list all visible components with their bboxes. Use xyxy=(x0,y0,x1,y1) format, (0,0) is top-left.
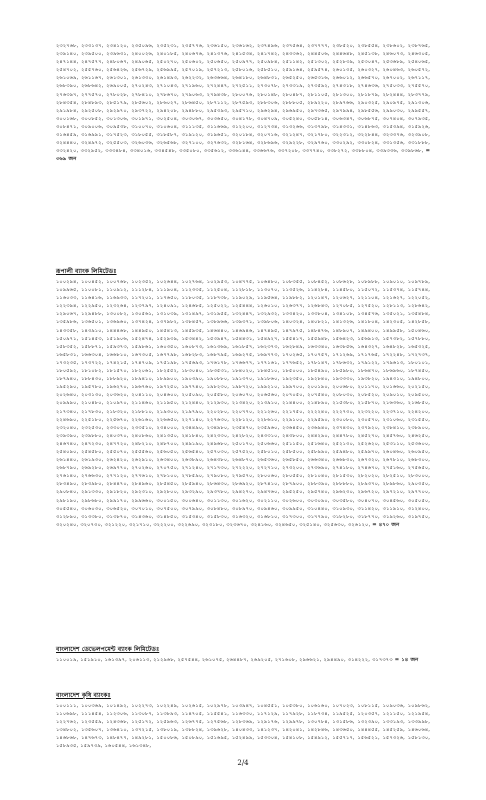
total-count: = ৪৭০ জন xyxy=(372,521,400,528)
total-count: = ১৪ জন xyxy=(394,657,419,663)
section-heading: বাংলাদেশ কৃষি ব্যাংকঃ xyxy=(56,692,111,699)
page-number: 2/4 xyxy=(237,759,249,767)
section-bangladesh-development-bank xyxy=(56,645,430,682)
candidate-number-list xyxy=(56,42,430,258)
roll-numbers: ২৩২৭৬৮, ২৩৩১৩৭, ২৩৪১২০, ২৩৫০৯৬, ২৩৫২৩১, ২৩৫৭৭৬, ২৩৬১৫০, ২৩৬১৬২, ২৩৭৪৯৬, ২৩৭৫৬৪, ২৩৭৭৭৭, ২৩৮৫২০, ২৩৮৫৫৪, ২৩৮৬০২, ২৩৮৭৬৫, ২৩৯১৪০, ২৩৯৫০০, ২৩৯৬৩১, ২৪০০২৬, ২৪০১৮৫, ২৪০৬৭৬, ২৪১৩৭৬, ২৪১৫৩৪, ২৪১৭৪২, ২৪৩৩৬২, ২৪৪৫০৬, ২৪৪৬৪৮, ২৪৫১৩৮, ২৪৬০৭৩, ২৪৬৩০৫, ২৪৭১৪৪, ২৪৭৫৭৭, ২৪৮০৬৭, ২৪৯০৬৫, ২৫০২৭০, ২৫০৬০২, ২৫০৬৫০, ২৫০৯৭৭, ২৫০৯৮৪, ২৫১১৪২, ২৫১৩০২, ২৫২৮৩৯, ২৫৩০৪৭, ২৫৩৬৮৯, ২৫৪০৬৫, ২৫৪৭০২, ২৫৫৭৬০, ২৫৬৪২৬, ২৫৬৭২৯, ২৫৬৯৯৫, ২৫৭০১৯, ২৫৭২১৩, ২৫৮০১৬, ২৫৮৫১০, ২৫৯১৬৪, ২৫৯৫৭৪, ২৬০১৩৫, ২৬০৩২৭, ২৬০৪৬৩, ২৬০৫৭২, ২৬১০৬৯, ২৬১১৬৭, ২৬১৩০১, ২৬১৩৩০, ২৬১৪৯৩, ২৬২২৩২, ২৬৩৬৬৪, ২৬৪১৮০, ২৬৪৮৩১, ২৬৫২৫০, ২৬৫৩১৬, ২৬৬০১২, ২৬৬৫৭০, ২৬৭০০২, ২৬৭১১৭, ২৬৮৩৯০, ২৬৮৬৪২, ২৬৯০০৫, ২৭০২৪৩, ২৭১০৪৩, ২৭১৯৬০, ২৭২৪৪৭, ২৭২৫১১, ২৭৩০৭৮, ২৭৩৩১৯, ২৭৩৫৯২, ২৭৪৩১৮, ২৭৪৬৩৬, ২৭৫০৩৩, ২৭৫৫৭০, ২৭৬৩৯৭, ২৭৭৫৭০, ২৭৮০২৮, ২৭৮৪১০, ২৭৮৬৭০, ২৭৯০৬৩, ২৭৯৪৩৮, ২৮০০৭৬, ২৮০১৪৮, ২৮০৪৮৭, ২৮১১০৫, ২৮১৩০০, ২৮১৮৭৯, ২৮২৪৪৪, ২৮৩৭৭৯, ২৮৪৩৫৪, ২৮৪৮৯৩, ২৮৫১৭৯, ২৮৫৬০২, ২৮৬০২৭, ২৮৬৪৫০, ২৮৭১১২, ২৮৭৫৯৩, ২৮৮৩০৬, ২৮৮৮০৫, ২৮৯২২০, ২৮৯৭৬৬, ২৯০৩২৫, ২৯০৯৭৫, ২৯১৩০৬, ২৯১৯৮৪, ২৯২৫০৮, ২৯২৯৭০, ২৯৩৭২২, ২৯৪২০৮, ২৯৪৮৮০, ২৯৫৩৯৩, ২৯৫৭১০, ২৯৬২৯৪, ২৯৬৯৫০, ২৯৭৩৬৫, ২৯৭৯৯৪, ২৯৮৫৫৬, ২৯৯০৩০, ২৯৯৫৫৭, ৩০০১৬৮, ৩০০৮৫২, ৩০১৩০৬, ৩০১৯৭১, ৩০২৫০৪, ৩০৩০৬৭, ৩০৩৬৫০, ৩০৪১৭৮, ৩০৪৭০৯, ৩০৫২৪০, ৩০৫৮১৪, ৩০৬৩৪৭, ৩০৬৮৭৫, ৩০৭৪০৪, ৩০৭৯৩৫, ৩০৮৪৭১, ৩০৯০০৬, ৩০৯৫৩৮, ৩১০০৭০, ৩১০৬০৪, ৩১১১৩৫, ৩১১৬৬৯, ৩১২২০০, ৩১২৭৩৪, ৩১৩২৬৬, ৩১৩৭৯৮, ৩১৪৩৩১, ৩১৪৮৬৩, ৩১৫৩৯৪, ৩১৫৯২৬, ৩১৬৪৫৯, ৩১৬৯৯১, ৩১৭৫২৩, ৩১৮০৫৫, ৩১৮৫৮৭, ৩১৯১২০, ৩১৯৬৫১, ৩২০১৮৪, ৩২০৭১৬, ৩২১২৪৭, ৩২১৭৮০, ৩২২৩১২, ৩২২৮৪৪, ৩২৩৩৭৬, ৩২৩৯০৮, ৩২৪৪৪০, ৩২৪৯৭২, ৩২৫৫০৩, ৩২৬০৩৬, ৩২৬৫৬৮, ৩২৭১০০, ৩২৭৬৩২, ৩২৮১৬৪, ৩২৮৬৯৬, ৩২৯২২৮, ৩২৯৭৬০, ৩৩০২৯২, ৩৩০৮২৪, ৩৩১৩৫৬, ৩৩১৮৮৮, ৩৩২৪২০, ৩৩২৯৫২, ৩৩৩৪৮৪, ৩৩৪০১৬, ৩৩৪৫৪৮, ৩৩৫০৮০, ৩৩৫৬১২, ৩৩৬১৪৪, ৩৩৬৬৭৬, ৩৩৭২০৮, ৩৩৭৭৪০, ৩৩৮২৭২, ৩৩৮৮০৪, ৩৩৯৩৩৬, ৩৩৯৮৬৮, xyxy=(56,43,430,155)
total-count: = ৩৬৯ জন xyxy=(56,148,430,163)
section-heading: রূপালী ব্যাংক লিমিটেডঃ xyxy=(56,268,117,275)
candidate-number-list xyxy=(56,656,430,682)
roll-numbers: ১০০২৯৪, ১০০৪৫২, ১০০৭৬৮, ১০২৩৫২, ১০২৬৪৪, ১০২৭৬৪, ১০২৯৫৩, ১০৪৭৭৫, ১০৬৪৮০, ১০৮৩৫৫, ১০৮৪৫২, ১০৮৬২৮, ১০৮৯৮৮, ১০৯০১০, ১০৯৭৮৯, ১০৯৯৬৫, ১১০০৮১, ১১০৯১২, ১১১২৮৪, ১১১৯০৪, ১১২৩৩৫, ১১২৫০৪, ১১২৮১৮, ১১৩০৭০, ১১৩৫২৬, ১১৪২৮৪, ১১৪৫৮০, ১১৫০৭২, ১১৫৩৭৪, ১১৫৭৪৪, ১১৬০৩৩, ১১৬৪১৬, ১১৬৯৩৩, ১১৭২০১, ১১৭৬৫০, ১১৮০৩৫, ১১৮৭৩৮, ১১৯০২৯, ১১৯৫৬৪, ১১৯৮৮২, ১২০১৪৭, ১২০৬২৭, ১২১১০৪, ১২১৬২৭, ১২২০৫২, ১২২৩৯৪, ১২২৯৫০, ১২৩২৬৪, ১২৩৭৯৭, ১২৪০৯১, ১২৪৬৮৫, ১২৫০২২, ১২৫৪৪৪, ১২৬০১০, ১২৬৩৭৭, ১২৬৮৪৩, ১২৭০৮৫, ১২৭৫২০, ১২৮১১৩, ১২৮৬৪২, ১২৯০৬৭, ১২৯৪৮৮, ১৩০০৮২, ১৩০৫৬১, ১৩১০৩৯, ১৩১৪৯৭, ১৩১৯৫৫, ১৩২৪৪৭, ১৩২৯৩২, ১৩৩৪২০, ১৩৩৮০৪, ১৩৪১০৮, ১৩৪৫৭৬, ১৩৫০২১, ১৩৫৪৮৪, ১৩৫৯৮৬, ১৩৬৫০১, ১৩৬৯৬০, ১৩৭৪২৪, ১৩৭৯৮২, ১৩৮৪৫৭, ১৩৮৯৬৬, ১৩৯৩৭১, ১৩৯৮০৬, ১৪০৩২৪, ১৪০৮২১, ১৪১৩২৬, ১৪১৮০৪, ১৪২৩০৫, ১৪২৮৫৮, ১৪৩৩৫৮, ১৪৩৯১০, ১৪৪৪৬৮, ১৪৪৯৫০, ১৪৫৪১৩, ১৪৫৯৩৫, ১৪৬৪৪০, ১৪৬৯৪৬, ১৪৭৪৯৫, ১৪৭৯৭৫, ১৪৮৪৭৬, ১৪৮৯০৭, ১৪৯৪০০, ১৪৯৯৫৮, ১৫০৪৬০, ১৫০৯৭১, ১৫১৪৫৩, ১৫১৯০৬, ১৫২৪৭৪, ১৫২৯৩৯, ১৫৩৪৪২, ১৫৩৯৪৭, ১৫৪৪৩১, ১৫৪৯২৭, ১৫৫৪১৭, ১৫৫৯৪৮, ১৫৬৪২৩, ১৫৬৯১৩, ১৫৭৩৮২, ১৫৭৮৮০, ১৫৮৩৫২, ১৫৮৮৭১, ১৫৯৩৭৩, ১৫৯৮৬১, ১৬০৩৫০, ১৬০৮৭৩, ১৬১৩৬৯, ১৬১৮৫৭, ১৬২৩৭৩, ১৬২৮৪৯, ১৬৩৩৪০, ১৬৩৮৫৬, ১৬৪৩২৭, ১৬৪৮২৮, ১৬৫৩২৫, ১৬৫৮৩১, ১৬৬৩০৪, ১৬৬৮১০, ১৬৭৩০৫, ১৬৭৭৯৮, ১৬৮২৮৩, ১৬৮৭৯৫, ১৬৯২৭৫, ১৬৯৭৭৩, ১৭০২৬৫, ১৭০৭৫৭, ১৭১২৬৯, ১৭১৭৬৫, ১৭২২৪৮, ১৭২৭৩৭, ১৭৩২৩৫, ১৭৩৭২২, ১৭৪২১৫, ১৭৪৭০৯, ১৭৫১৯৮, ১৭৫৬৯৩, ১৭৬১৭৮, ১৭৬৬৭৭, ১৭৭১৬১, ১৭৭৬৫২, ১৭৮১৪৭, ১৭৮৬৩২, ১৭৯১২২, ১৭৯৬১৩, ১৮০১০১, ১৮০৫৯২, ১৮১০৮২, ১৮১৫৭০, ১৮২০৬১, ১৮২৫৫২, ১৮৩০৪০, ১৮৩৫৩১, ১৮৪০২০, ১৮৪৫১০, ১৮৫০০০, ১৮৫৪৯০, ১৮৫৯৮০, ১৮৬৪৭০, ১৮৬৯৬০, ১৮৭৪৫০, ১৮৭৯৪০, ১৮৮৪৩০, ১৮৮৯২০, ১৮৯৪১০, ১৮৯৯০০, ১৯০৩৯০, ১৯০৮৮০, ১৯১৩৭০, ১৯১৮৬০, ১৯২৩৫০, ১৯২৮৪০, ১৯৩৩৩০, ১৯৩৮২০, ১৯৪৩১০, ১৯৪৮০০, ১৯৫২৯০, ১৯৫৭৮০, ১৯৬২৭০, ১৯৬৭৬০, ১৯৭২৫০, ১৯৭৭৪০, ১৯৮২৩০, ১৯৮৭২০, ১৯৯২১০, ১৯৯৭০০, ২০০১৯০, ২০০৬৮০, ২০১১৭০, ২০১৬৬০, ২০২১৫০, ২০২৬৪০, ২০৩১৩০, ২০৩৬২০, ২০৪১১০, ২০৪৬০০, ২০৫০৯০, ২০৫৫৮০, ২০৬০৭০, ২০৬৫৬০, ২০৭০৫০, ২০৭৫৪০, ২০৮০৩০, ২০৮৫২০, ২০৯০১০, ২০৯৫০০, ২০৯৯৯০, ২১০৪৮০, ২১০৯৭০, ২১১৪৬০, ২১১৯৫০, ২১২৪৪০, ২১২৯৩০, ২১৩৪২০, ২১৩৯১০, ২১৪৪০০, ২১৪৮৯০, ২১৫৩৮০, ২১৫৮৭০, ২১৬৩৬০, ২১৬৮৫০, ২১৭৩৪০, ২১৭৮৩০, ২১৮৩২০, ২১৮৮১০, ২১৯৩০০, ২১৯৭৯০, ২২০২৮০, ২২০৭৭০, ২২১২৬০, ২২১৭৫০, ২২২২৪০, ২২২৭৩০, ২২৩২২০, ২২৩৭১০, ২২৪২০০, ২২৪৬৯০, ২২৫১৮০, ২২৫৬৭০, ২২৬১৬০, ২২৬৬৫০, ২২৭১৪০, ২২৭৬৩০, ২২৮১২০, ২২৮৬১০, ২২৯১০০, ২২৯৫৯০, ২৩০০৮০, ২৩০৫৭০, ২৩১০৬০, ২৩১৫৫০, ২৩২০৪০, ২৩২৫৩০, ২৩৩০২০, ২৩৩৫১০, ২৩৪০০০, ২৩৪৪৯০, ২৩৪৯৮০, ২৩৫৪৭০, ২৩৫৯৬০, ২৩৬৪৫০, ২৩৬৯৪০, ২৩৭৪৩০, ২৩৭৯২০, ২৩৮৪১০, ২৩৮৯০০, ২৩৯৩৯০, ২৩৯৮৮০, ২৪০৩৭০, ২৪০৮৬০, ২৪১৩৫০, ২৪১৮৪০, ২৪২৩৩০, ২৪২৮২০, ২৪৩৩১০, ২৪৩৮০০, ২৪৪২৯০, ২৪৪৭৮০, ২৪৫২৭০, ২৪৫৭৬০, ২৪৬২৫০, ২৪৬৭৪০, ২৪৭২৩০, ২৪৭৭২০, ২৪৮২১০, ২৪৮৭০০, ২৪৯১৯০, ২৪৯৬৮০, ২৫০১৭০, ২৫০৬৬০, ২৫১১৫০, ২৫১৬৪০, ২৫২১৩০, ২৫২৬২০, ২৫৩১১০, ২৫৩৬০০, ২৫৪০৯০, ২৫৪৫৮০, ২৫৫০৭০, ২৫৫৫৬০, ২৫৬০৫০, ২৫৬৫৪০, ২৫৭০৩০, ২৫৭৫২০, ২৫৮০১০, ২৫৮৫০০, ২৫৮৯৯০, ২৫৯৪৮০, ২৫৯৯৭০, ২৬০৪৬০, ২৬০৯৫০, ২৬১৪৪০, ২৬১৯৩০, ২৬২৪২০, ২৬২৯১০, ২৬৩৪০০, ২৬৩৮৯০, ২৬৪৩৮০, ২৬৪৮৭০, ২৬৫৩৬০, ২৬৫৮৫০, ২৬৬৩৪০, ২৬৬৮৩০, ২৬৭৩২০, ২৬৭৮১০, ২৬৮৩০০, ২৬৮৭৯০, ২৬৯২৮০, ২৬৯৭৭০, ২৭০২৬০, ২৭০৭৫০, ২৭১২৪০, ২৭১৭৩০, ২৭২২২০, ২৭২৭১০, ২৭৩২০০, ২৭৩৬৯০, ২৭৪১৮০, ২৭৪৬৭০, ২৭৫১৬০, ২৭৫৬৫০, ২৭৬১৪০, ২৭৬৬৩০, ২৭৭১২০, ২৭৭৬১০, ২৭৮১০০, ২৭৮৫৯০, ২৭৯০৮০, ২৭৯৫৭০, ২৮০০৬০, ২৮০৫৫০, ২৮১০৪০, ২৮১৫৩০, ২৮২০২০, ২৮২৫১০, ২৮৩০০০, ২৮৩৪৯০, ২৮৩৯৮০, ২৮৪৪৭০, ২৮৪৯৬০, ২৮৫৪৫০, ২৮৫৯৪০, ২৮৬৪৩০, ২৮৬৯২০, ২৮৭৪১০, ২৮৭৯০০, ২৮৮৩৯০, ২৮৮৮৮০, ২৮৯৩৭০, ২৮৯৮৬০, ২৯০৩৫০, ২৯০৮৪০, ২৯১৩৩০, ২৯১৮২০, ২৯২৩১০, ২৯২৮০০, ২৯৩২৯০, ২৯৩৭৮০, ২৯৪২৭০, ২৯৪৭৬০, ২৯৫২৫০, ২৯৫৭৪০, ২৯৬২৩০, ২৯৬৭২০, ২৯৭২১০, ২৯৭৭০০, ২৯৮১৯০, ২৯৮৬৮০, ২৯৯১৭০, ২৯৯৬৬০, ৩০০১৫০, ৩০০৬৪০, ৩০১১৩০, ৩০১৬২০, ৩০২১১০, ৩০২৬০০, ৩০৩০৯০, ৩০৩৫৮০, ৩০৪০৭০, ৩০৪৫৬০, ৩০৫০৫০, ৩০৫৫৪০, ৩০৬০৩০, ৩০৬৫২০, ৩০৭০১০, ৩০৭৫০০, ৩০৭৯৯০, ৩০৮৪৮০, ৩০৮৯৭০, ৩০৯৪৬০, ৩০৯৯৫০, ৩১০৪৪০, ৩১০৯৩০, ৩১১৪২০, ৩১১৯১০, ৩১২৪০০, ৩১২৮৯০, ৩১৩৩৮০, ৩১৩৮৭০, ৩১৪৩৬০, ৩১৪৮৫০, ৩১৫৩৪০, ৩১৫৮৩০, ৩১৬৩২০, ৩১৬৮১০, ৩১৭৩০০, ৩১৭৭৯০, ৩১৮২৮০, ৩১৮৭৭০, ৩১৯২৬০, ৩১৯৭৫০, ৩২০২৪০, ৩২০৭৩০, ৩২১২২০, ৩২১৭১০, ৩২২২০০, ৩২২৬৯০, ৩২৩১৮০, ৩২৩৬৭০, ৩২৪১৬০, ৩২৪৬৫০, ৩২৫১৪০, ৩২৫৬৩০, ৩২৬১২০, xyxy=(56,279,430,528)
section-unnamed-bank xyxy=(56,42,430,258)
candidate-number-list xyxy=(56,278,430,636)
section-rupali-bank xyxy=(56,267,430,636)
roll-numbers: ১১০০১৯, ১৫১৯১০, ১৬১৩৯৭, ২০৬১১৩, ২১২৯৬৮, ২৫৭৫৪৪, ২৬১০৭৫, ২৬৪৪৮৭, ২৬৯২০৫, ২৭১৬০৮, ২৯৬৬২১, ২৯৪৪৯০, ৩১৪২২২, ৩১৭৩৭৩ xyxy=(56,657,393,663)
section-heading: বাংলাদেশ ডেভেলপমেন্ট ব্যাংক লিমিটেডঃ xyxy=(56,646,160,653)
roll-numbers: ১০০১১১, ১০০৩৬৯, ১০১৪৯২, ১০২২৭৩, ১০২২৪৯, ১০২৬১৫, ১০২৯৭৮, ১০৩৯৪৭, ১০৪৫৫১, ১০৫৩৮০, ১০৬১৬০, ১০৭০২৩, ১০৮১১৫, ১০৯০৩৬, ১০৯৮৬২, ১১০৬৯৮, ১১১৪৫৪, ১১২৩০৬, ১১৩০৮৭, ১১৩৮৯৩, ১১৪৭০৫, ১১৫৫৪১, ১১৬৩৩০, ১১৭১২৯, ১১৭৯২৮, ১১৮৭৩৪, ১১৯৫২৫, ১২০৩৫৭, ১২১১৫০, ১২১৯৫৪, ১২২৭৬২, ১২৩৫৫৯, ১২৪৩৬৮, ১২৫১৭২, ১২৫৯৬৩, ১২৬৭৭৫, ১২৭৫৬৮, ১২৮৩৬৯, ১২৯১৭৬, ১২৯৯৭৮, ১৩০৭৮৪, ১৩১৫৮৬, ১৩২৩৯০, ১৩৩১৯৩, ১৩৩৯৯৮, ১৩৪৮০২, ১৩৫৬০৭, ১৩৬৪১০, ১৩৭২১৫, ১৩৮০১৯, ১৩৮৮২৪, ১৩৯৬২৮, ১৪০৪৩৩, ১৪১২৩৭, ১৪২০৪১, ১৪২৮৪৬, ১৪৩৬৫০, ১৪৪৪৫৫, ১৪৫২৫৯, ১৪৬০৬৪, ১৪৬৮৬৮, ১৪৭৬৭৩, ১৪৮৪৭৭, ১৪৯২৮১, ১৫০০৮৬, ১৫০৮৯০, ১৫১৬৯৫, ১৫২৪৯৯, ১৫৩৩০৪, ১৫৪১০৮, ১৫৪৯১২, ১৫৫৭১৭, ১৫৬৫২১, ১৫৭৩২৬, ১৫৮১৩০, ১৫৮৯৩৫, ১৫৯৭৩৯, ১৬০৫৪৪, ১৬১৩৪৮, xyxy=(56,703,430,750)
